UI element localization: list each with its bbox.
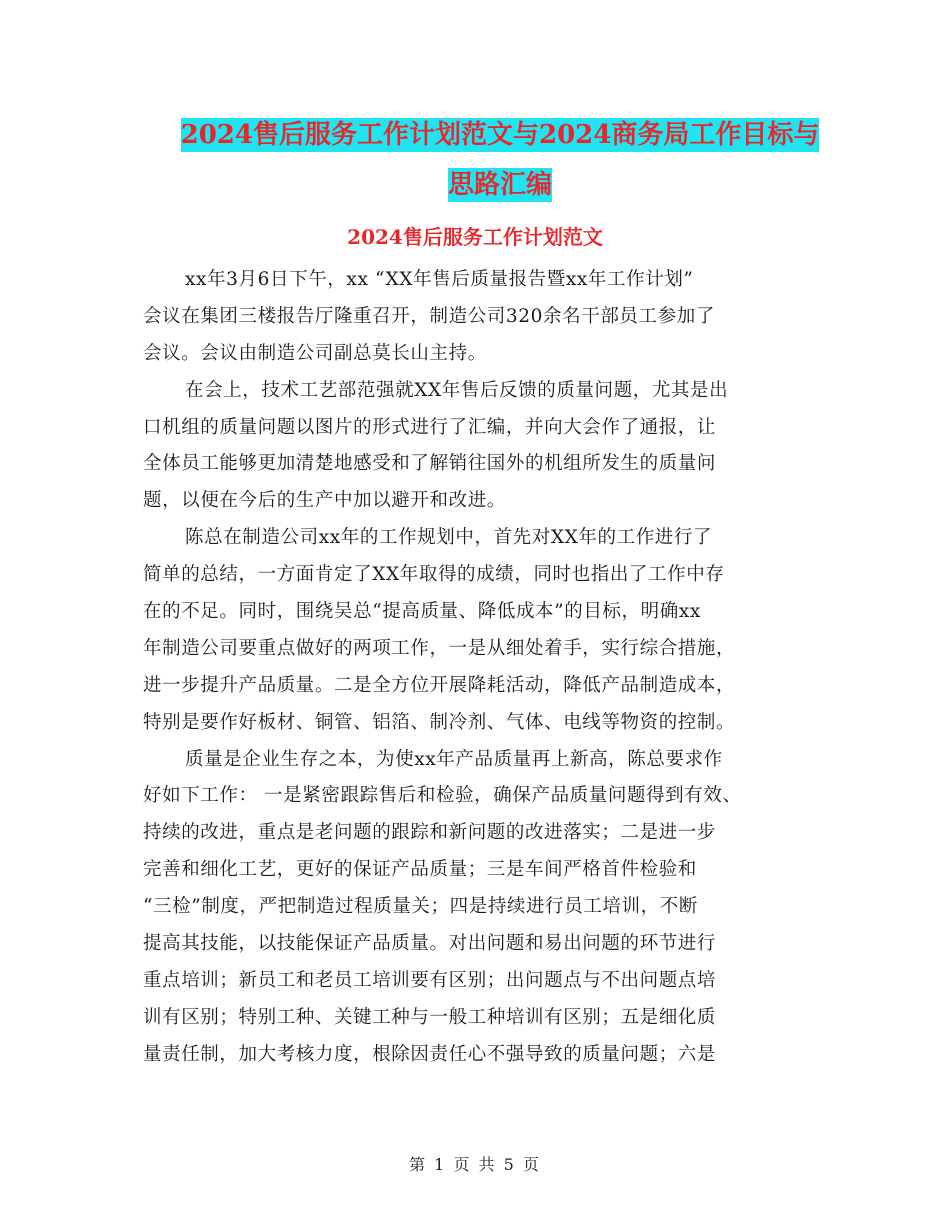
paragraph-line: 量责任制，加大考核力度，根除因责任心不强导致的质量问题；六是 [143,1043,717,1065]
paragraph-line: 简单的总结，一方面肯定了XX年取得的成绩，同时也指出了工作中存 [143,564,725,586]
paragraph-line: 在会上，技术工艺部范强就XX年售后反馈的质量问题，尤其是出 [185,379,729,401]
paragraph-line: “三检”制度，严把制造过程质量关；四是持续进行员工培训，不断 [143,896,698,918]
page-footer: 第 1 页 共 5 页 [409,1155,541,1174]
paragraph-line: 特别是要作好板材、铜管、铝箔、制冷剂、气体、电线等物资的控制。 [143,711,736,733]
paragraph-line: 口机组的质量问题以图片的形式进行了汇编，并向大会作了通报，让 [143,416,717,438]
paragraph-line: 题，以便在今后的生产中加以避开和改进。 [143,490,506,512]
paragraph-line: 年制造公司要重点做好的两项工作，一是从细处着手，实行综合措施， [143,637,736,659]
paragraph-line: 完善和细化工艺，更好的保证产品质量；三是车间严格首件检验和 [143,859,697,881]
paragraph-line: 陈总在制造公司xx年的工作规划中，首先对XX年的工作进行了 [185,527,713,549]
body-text [143,262,813,1074]
paragraph-line: 重点培训；新员工和老员工培训要有区别；出问题点与不出问题点培 [143,969,717,991]
paragraph-line: 会议。会议由制造公司副总莫长山主持。 [143,342,487,364]
paragraph-line: 在的不足。同时，围绕吴总“提高质量、降低成本”的目标，明确xx [143,601,701,623]
paragraph-line: 持续的改进，重点是老问题的跟踪和新问题的改进落实；二是进一步 [143,822,717,844]
paragraph-line: 提高其技能，以技能保证产品质量。对出问题和易出问题的环节进行 [143,933,717,955]
paragraph-line: 全体员工能够更加清楚地感受和了解销往国外的机组所发生的质量问 [143,453,717,475]
document-title-line-1: 2024售后服务工作计划范文与2024商务局工作目标与 [180,120,820,150]
paragraph-line: 训有区别；特别工种、关键工种与一般工种培训有区别；五是细化质 [143,1006,717,1028]
paragraph-line: 好如下工作： 一是紧密跟踪售后和检验，确保产品质量问题得到有效、 [143,785,742,807]
paragraph-line: xx年3月6日下午，xx “XX年售后质量报告暨xx年工作计划” [185,269,694,290]
document-title-line-2: 思路汇编 [447,170,552,200]
paragraph-line: 会议在集团三楼报告厅隆重召开，制造公司320余名干部员工参加了 [143,305,715,327]
document-title [150,110,850,210]
paragraph-line: 进一步提升产品质量。二是全方位开展降耗活动，降低产品制造成本， [143,674,736,696]
paragraph-line: 质量是企业生存之本，为使xx年产品质量再上新高，陈总要求作 [185,748,723,770]
section-title: 2024售后服务工作计划范文 [347,225,603,249]
